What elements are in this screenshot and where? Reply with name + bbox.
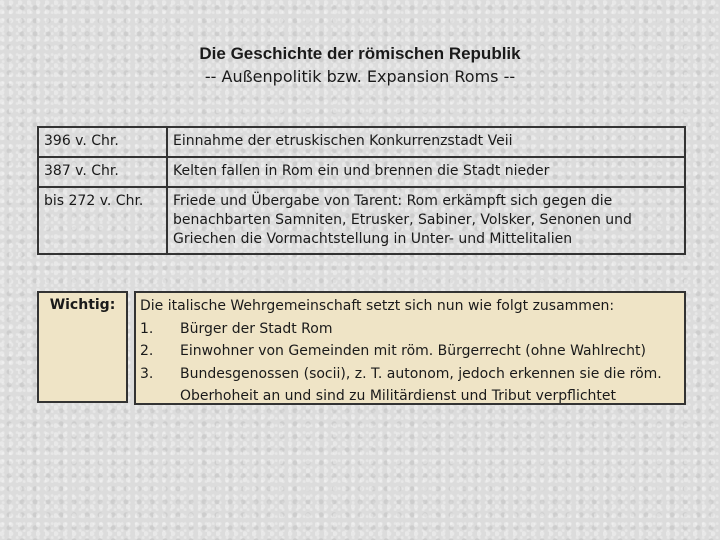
- list-item-text: Bundesgenossen (socii), z. T. autonom, jedoch erkennen sie die röm. Oberhoheit an und sind zu Militärdienst und Tribut verpflichtet: [180, 365, 662, 404]
- table-row: [38, 157, 685, 187]
- list-item-text: Einwohner von Gemeinden mit röm. Bürgerrecht (ohne Wahlrecht): [180, 343, 646, 359]
- timeline-event: Kelten fallen in Rom ein und brennen die Stadt nieder: [167, 157, 685, 187]
- list-item-number: 2.: [140, 343, 154, 359]
- page-title: Die Geschichte der römischen Republik: [199, 44, 521, 63]
- list-item-text: Bürger der Stadt Rom: [180, 320, 333, 337]
- important-note: [37, 291, 686, 405]
- list-item: [140, 318, 680, 341]
- table-row: [38, 127, 685, 157]
- timeline-date: 396 v. Chr.: [38, 127, 167, 157]
- list-item-number: 3.: [140, 365, 154, 382]
- note-list: [140, 318, 680, 408]
- list-item: [140, 363, 680, 408]
- page-subtitle: -- Außenpolitik bzw. Expansion Roms --: [204, 67, 516, 86]
- timeline-date: 387 v. Chr.: [38, 157, 167, 187]
- timeline-event: Einnahme der etruskischen Konkurrenzstadt Veii: [167, 127, 685, 157]
- timeline-event: Friede und Übergabe von Tarent: Rom erkämpft sich gegen die benachbarten Samniten, Etrusker, Sabiner, Volsker, Senonen und Griechen die Vormachtstellung in Unter- und Mittelitalien: [167, 187, 685, 254]
- timeline-date: bis 272 v. Chr.: [38, 187, 167, 254]
- note-label: Wichtig:: [37, 291, 128, 403]
- list-item-number: 1.: [140, 320, 154, 337]
- list-item: [140, 340, 680, 363]
- table-row: [38, 187, 685, 254]
- timeline-table: [37, 126, 686, 255]
- note-body: [134, 291, 686, 405]
- note-intro: Die italische Wehrgemeinschaft setzt sich nun wie folgt zusammen:: [140, 298, 615, 314]
